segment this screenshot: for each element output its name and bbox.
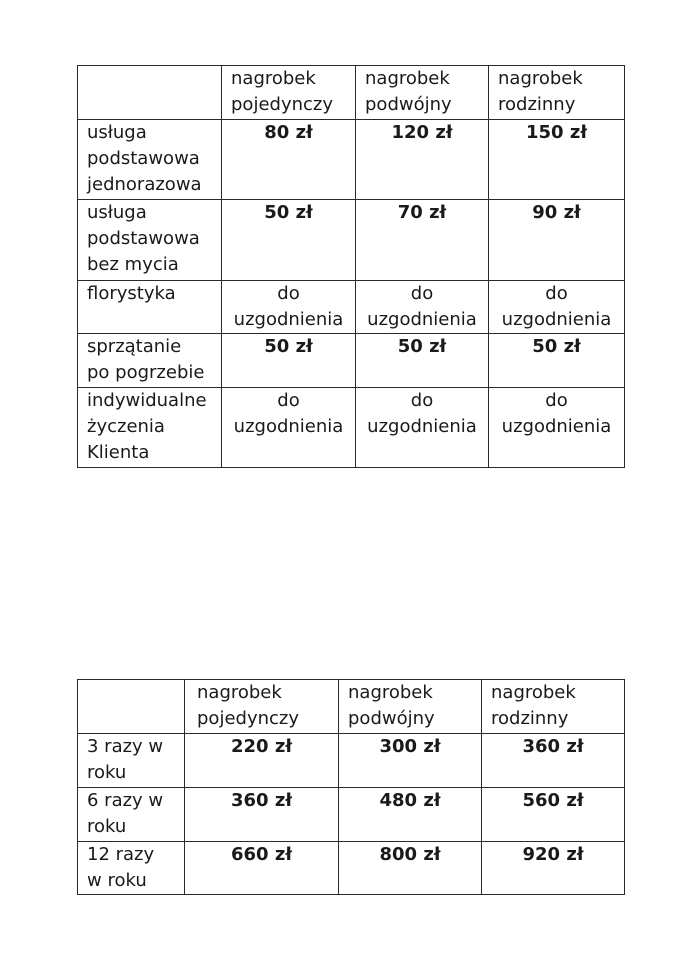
row-label: indywidualne życzenia Klienta (78, 388, 222, 468)
price-cell: 800 zł (339, 842, 482, 895)
table-row (78, 281, 625, 334)
row-label: 12 razy w roku (78, 842, 185, 895)
price-cell: 50 zł (356, 334, 489, 388)
row-label: sprzątanie po pogrzebie (78, 334, 222, 388)
header-cell-double-grave: nagrobek podwójny (339, 680, 482, 734)
price-cell: 660 zł (185, 842, 339, 895)
price-cell: 560 zł (482, 788, 625, 842)
row-label: usługa podstawowa bez mycia (78, 200, 222, 281)
table-row (78, 120, 625, 200)
price-cell: 70 zł (356, 200, 489, 281)
price-cell: 920 zł (482, 842, 625, 895)
price-cell: 150 zł (489, 120, 625, 200)
price-table-subscriptions (77, 679, 625, 895)
header-cell-single-grave: nagrobek pojedynczy (222, 66, 356, 120)
note-cell: do uzgodnienia (489, 281, 625, 334)
note-cell: do uzgodnienia (356, 388, 489, 468)
header-cell-double-grave: nagrobek podwójny (356, 66, 489, 120)
header-cell-family-grave: nagrobek rodzinny (489, 66, 625, 120)
header-cell-empty (78, 66, 222, 120)
price-cell: 360 zł (185, 788, 339, 842)
table-row (78, 388, 625, 468)
note-cell: do uzgodnienia (356, 281, 489, 334)
header-cell-empty (78, 680, 185, 734)
table-header-row (78, 680, 625, 734)
header-cell-single-grave: nagrobek pojedynczy (185, 680, 339, 734)
price-cell: 50 zł (222, 200, 356, 281)
table-row (78, 842, 625, 895)
price-cell: 80 zł (222, 120, 356, 200)
note-cell: do uzgodnienia (222, 281, 356, 334)
note-cell: do uzgodnienia (489, 388, 625, 468)
price-table-services (77, 65, 625, 468)
note-cell: do uzgodnienia (222, 388, 356, 468)
table-header-row (78, 66, 625, 120)
price-cell: 90 zł (489, 200, 625, 281)
table-row (78, 200, 625, 281)
price-cell: 360 zł (482, 734, 625, 788)
price-cell: 480 zł (339, 788, 482, 842)
table-row (78, 788, 625, 842)
row-label: florystyka (78, 281, 222, 334)
table-row (78, 734, 625, 788)
header-cell-family-grave: nagrobek rodzinny (482, 680, 625, 734)
table-row (78, 334, 625, 388)
row-label: usługa podstawowa jednorazowa (78, 120, 222, 200)
row-label: 6 razy w roku (78, 788, 185, 842)
price-cell: 50 zł (489, 334, 625, 388)
price-cell: 300 zł (339, 734, 482, 788)
price-cell: 120 zł (356, 120, 489, 200)
price-cell: 220 zł (185, 734, 339, 788)
price-cell: 50 zł (222, 334, 356, 388)
row-label: 3 razy w roku (78, 734, 185, 788)
